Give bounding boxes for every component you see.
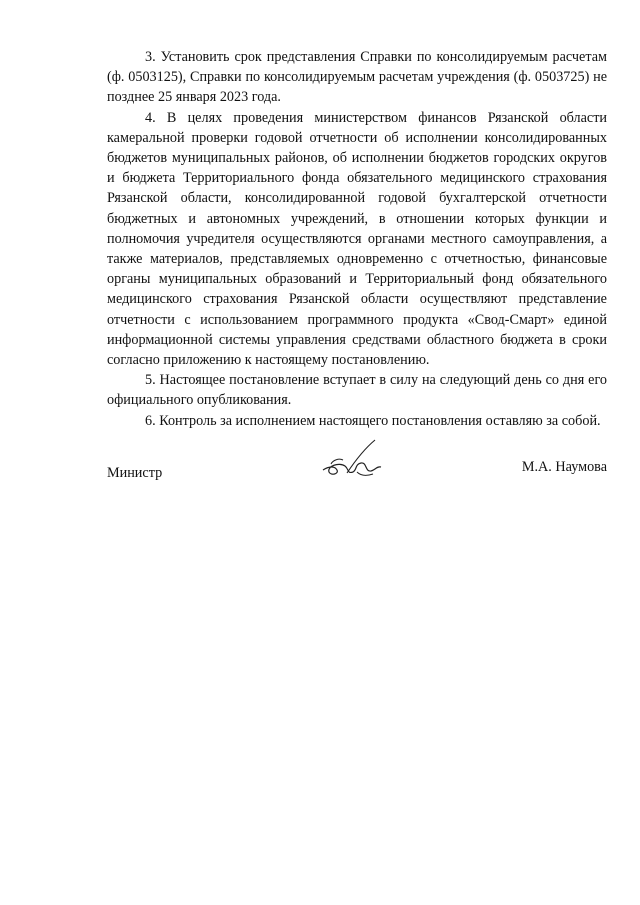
paragraph-3: 3. Установить срок представления Справки по консолидируемым расчетам (ф. 0503125), Справки по консолидируемым расчетам учреждения (ф. 0503725) не позднее 25 января 2023 года. <box>107 49 607 106</box>
paragraph-5: 5. Настоящее постановление вступает в силу на следующий день со дня его официального опубликования. <box>107 372 607 409</box>
handwritten-signature <box>317 436 387 486</box>
signatory-title: Министр <box>107 465 163 481</box>
signatory-name: М.А. Наумова <box>521 459 607 475</box>
signature-block <box>107 456 607 496</box>
paragraph-6: 6. Контроль за исполнением настоящего постановления оставляю за собой. <box>145 412 601 429</box>
paragraph-4: 4. В целях проведения министерством финансов Рязанской области камеральной проверки годовой отчетности об исполнении консолидированных бюджетов муниципальных районов, об исполнении бюджетов городских округов и бюджета Территориального фонда обязательного медицинского страхования Рязанской области, консолидированной годовой бухгалтерской отчетности бюджетных и автономных учреждений, в отношении которых функции и полномочия учредителя осуществляются органами местного самоуправления, а также материалов, представляемых одновременно с отчетностью, финансовые органы муниципальных образований и Территориальный фонд обязательного медицинского страхования Рязанской области осуществляют представление отчетности с использованием программного продукта «Свод-Смарт» единой информационной системы управления средствами областного бюджета в сроки согласно приложению к настоящему постановлению. <box>107 109 607 369</box>
document-body <box>107 47 607 431</box>
